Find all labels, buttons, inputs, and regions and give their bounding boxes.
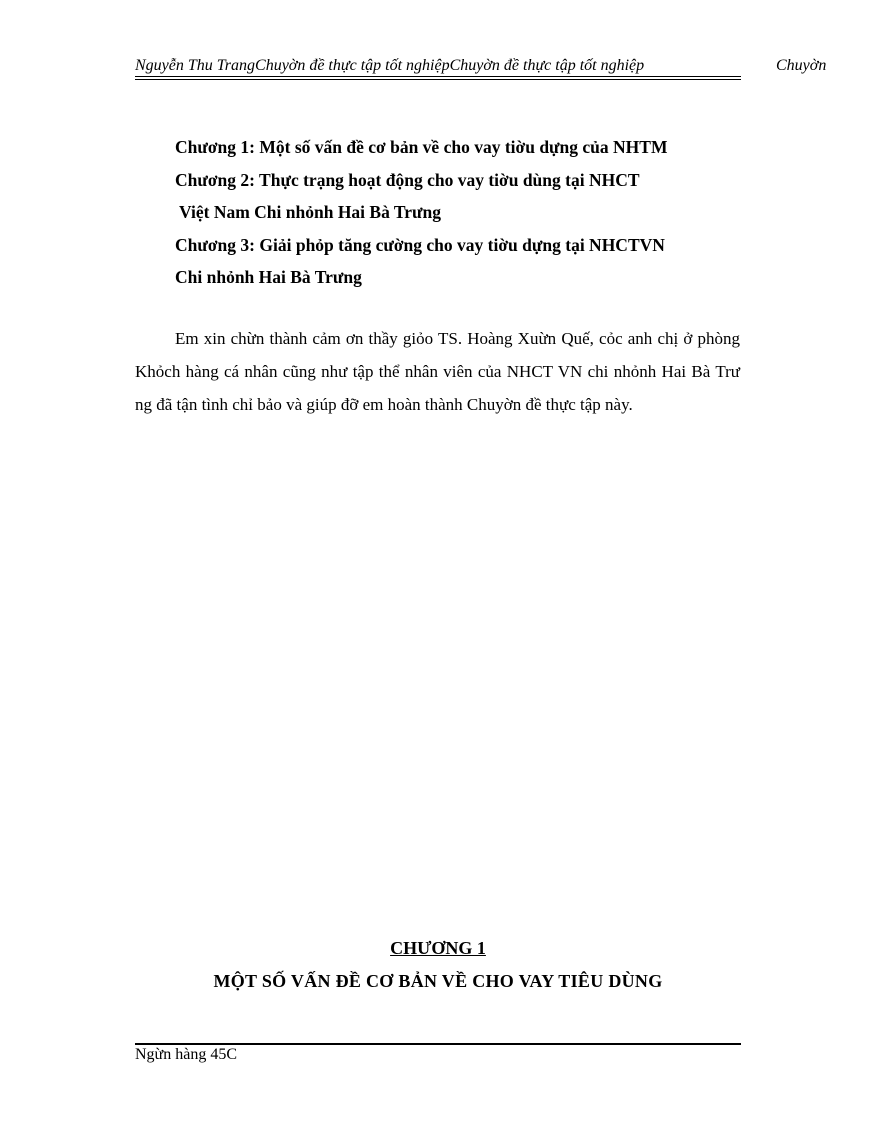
header-left-text: Nguyễn Thu TrangChuyờn đề thực tập tốt nghiệpChuyờn đề thực tập tốt nghiệp bbox=[135, 57, 645, 74]
acknowledgement-paragraph: Em xin chừn thành cảm ơn thầy giỏo TS. Hoàng Xuừn Quế, cỏc anh chị ở phòng Khỏch hàng cá nhân cũng như tập thể nhân viên của NHCT VN chi nhỏnh Hai Bà Trư ng đã tận tình chỉ bảo và giúp đỡ em hoàn thành Chuyờn đề thực tập này. bbox=[135, 329, 740, 414]
outline-item-chapter-3-continued: Chi nhỏnh Hai Bà Trưng bbox=[175, 267, 362, 287]
chapter-title: MỘT SỐ VẤN ĐỀ CƠ BẢN VỀ CHO VAY TIÊU DÙNG bbox=[213, 971, 663, 991]
footer-rule bbox=[135, 1043, 741, 1045]
outline-item-chapter-2: Chương 2: Thực trạng hoạt động cho vay tiờu dùng tại NHCT bbox=[175, 169, 640, 190]
chapter-outline bbox=[175, 131, 667, 294]
footer-text: Ngừn hàng 45C bbox=[135, 1046, 237, 1063]
chapter-number: CHƯƠNG 1 bbox=[390, 938, 486, 958]
header-rule bbox=[135, 76, 741, 80]
outline-item-chapter-2-continued: Việt Nam Chi nhỏnh Hai Bà Trưng bbox=[179, 202, 442, 222]
header-right-text: Chuyờn bbox=[776, 57, 827, 74]
outline-item-chapter-3: Chương 3: Giải phỏp tăng cường cho vay tiờu dựng tại NHCTVN bbox=[175, 234, 665, 255]
outline-item-chapter-1: Chương 1: Một số vấn đề cơ bản về cho vay tiờu dựng của NHTM bbox=[175, 137, 668, 157]
